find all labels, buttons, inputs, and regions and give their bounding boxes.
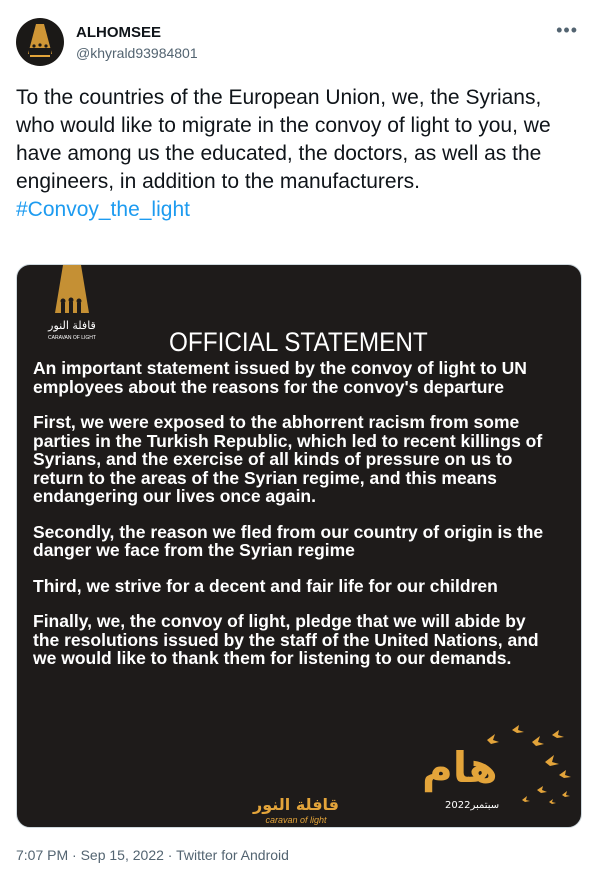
tweet-footer	[16, 847, 289, 863]
statement-paragraph: Finally, we, the convoy of light, pledge that we will abide by the resolutions issued by the staff of the United Nations, and we would like to thank them for listening to our demands.	[33, 611, 539, 668]
display-name[interactable]: ALHOMSEE	[76, 24, 162, 41]
statement-paragraph: Secondly, the reason we fled from our country of origin is the danger we face from the Syrian regime	[33, 521, 544, 560]
hashtag-link[interactable]: #Convoy_the_light	[16, 198, 190, 221]
tweet-text	[16, 84, 576, 224]
statement-paragraph: An important statement issued by the convoy of light to UN employees about the reasons for the convoy's departure	[33, 358, 527, 397]
arabic-date-text: 2022سبتمبر	[445, 800, 500, 811]
bottom-logo-arabic: قافلة النور	[253, 795, 340, 814]
statement-paragraph: First, we were exposed to the abhorrent racism from some parties in the Turkish Republic, which led to recent killings of Syrians, and the exercise of all kinds of pressure on us to return to the areas of the Syrian regime, and this means endangering our lives once again.	[33, 412, 543, 506]
tweet-date[interactable]: Sep 15, 2022	[80, 847, 164, 863]
footer-separator: ·	[72, 847, 77, 863]
more-options-icon[interactable]: •••	[556, 20, 578, 40]
user-handle[interactable]: @khyrald93984801	[76, 45, 198, 61]
avatar[interactable]	[16, 18, 64, 66]
bottom-logo-english: caravan of light	[265, 815, 327, 825]
tweet-time[interactable]: 7:07 PM	[16, 847, 69, 863]
footer-separator: ·	[167, 847, 173, 863]
caravan-brand-logo	[37, 265, 107, 356]
caravan-logo-icon	[16, 18, 64, 66]
light-beam-logo-icon	[37, 265, 107, 351]
tweet-source[interactable]: Twitter for Android	[176, 847, 289, 863]
statement-paragraph: Third, we strive for a decent and fair life for our children	[33, 575, 498, 596]
important-arabic-text: هام	[422, 743, 498, 792]
tweet-body: To the countries of the European Union, we, the Syrians, who would like to migrate in the convoy of light to you, we have among us the educated, the doctors, as well as the engineers, in addition to the manufacturers.	[16, 86, 551, 193]
statement-body	[33, 359, 553, 685]
bottom-caravan-logo	[253, 795, 339, 825]
tweet-header	[16, 14, 586, 70]
logo-arabic-text: قافلة النور	[48, 319, 96, 332]
statement-title: OFFICIAL STATEMENT	[169, 327, 428, 357]
logo-english-text: CARAVAN OF LIGHT	[48, 335, 96, 341]
tweet-image[interactable]	[16, 264, 582, 828]
